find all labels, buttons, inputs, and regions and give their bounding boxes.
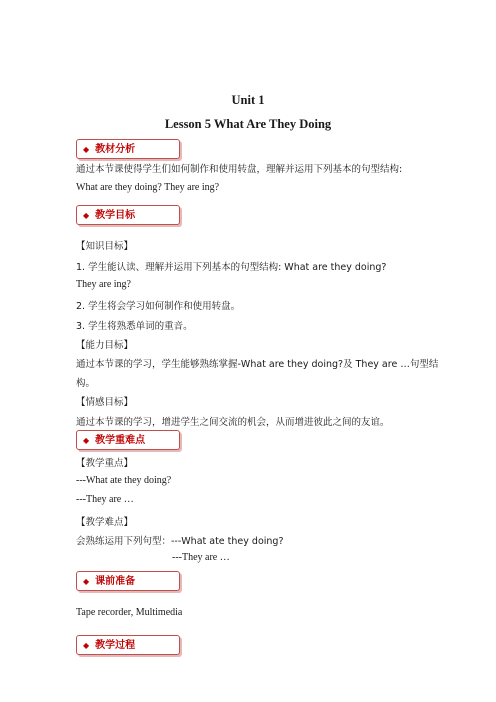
- paragraph-line: 构。: [76, 378, 96, 389]
- paragraph-line: What are they doing? They are ing?: [76, 182, 220, 193]
- diamond-icon: ◆: [83, 145, 90, 154]
- paragraph-line: 3. 学生将熟悉单词的重音。: [76, 321, 193, 332]
- diamond-icon: ◆: [83, 211, 90, 220]
- paragraph-line: Tape recorder, Multimedia: [76, 607, 183, 618]
- section-label: 教学目标: [95, 210, 136, 221]
- paragraph-line: 【知识目标】: [76, 241, 134, 252]
- paragraph-line: 通过本节课的学习，学生能够熟练掌握-What are they doing?及 They are …句型结: [76, 359, 439, 370]
- paragraph-line: They are ing?: [76, 279, 131, 290]
- diamond-icon: ◆: [83, 641, 90, 650]
- section-label: 教学过程: [95, 640, 136, 651]
- paragraph-line: ---They are …: [76, 494, 134, 505]
- paragraph-line: ---They are …: [172, 552, 230, 563]
- unit-title: Unit 1: [231, 93, 265, 107]
- diamond-icon: ◆: [83, 436, 90, 445]
- section-header-teaching-process: [76, 635, 180, 655]
- section-label: 课前准备: [95, 576, 136, 587]
- paragraph-line: 会熟练运用下列句型：---What ate they doing?: [76, 536, 284, 547]
- paragraph-line: 通过本节课的学习，增进学生之间交流的机会，从而增进彼此之间的友谊。: [76, 417, 390, 428]
- section-label: 教材分析: [95, 144, 136, 155]
- paragraph-line: 【教学重点】: [76, 458, 134, 469]
- paragraph-line: 【能力目标】: [76, 340, 134, 351]
- paragraph-line: ---What ate they doing?: [76, 475, 172, 486]
- paragraph-line: 1. 学生能认读、理解并运用下列基本的句型结构: What are they doing?: [76, 262, 387, 273]
- section-label: 教学重难点: [95, 435, 146, 446]
- paragraph-line: 【情感目标】: [76, 397, 134, 408]
- section-header-key-points: [76, 430, 180, 450]
- paragraph-line: 2. 学生将会学习如何制作和使用转盘。: [76, 301, 241, 312]
- paragraph-line: 通过本节课使得学生们如何制作和使用转盘，理解并运用下列基本的句型结构:: [76, 164, 403, 175]
- section-header-textbook-analysis: [76, 139, 180, 159]
- section-header-preparation: [76, 571, 180, 591]
- diamond-icon: ◆: [83, 577, 90, 586]
- lesson-title: Lesson 5 What Are They Doing: [164, 117, 332, 131]
- section-header-teaching-goals: [76, 205, 180, 225]
- paragraph-line: 【教学难点】: [76, 517, 134, 528]
